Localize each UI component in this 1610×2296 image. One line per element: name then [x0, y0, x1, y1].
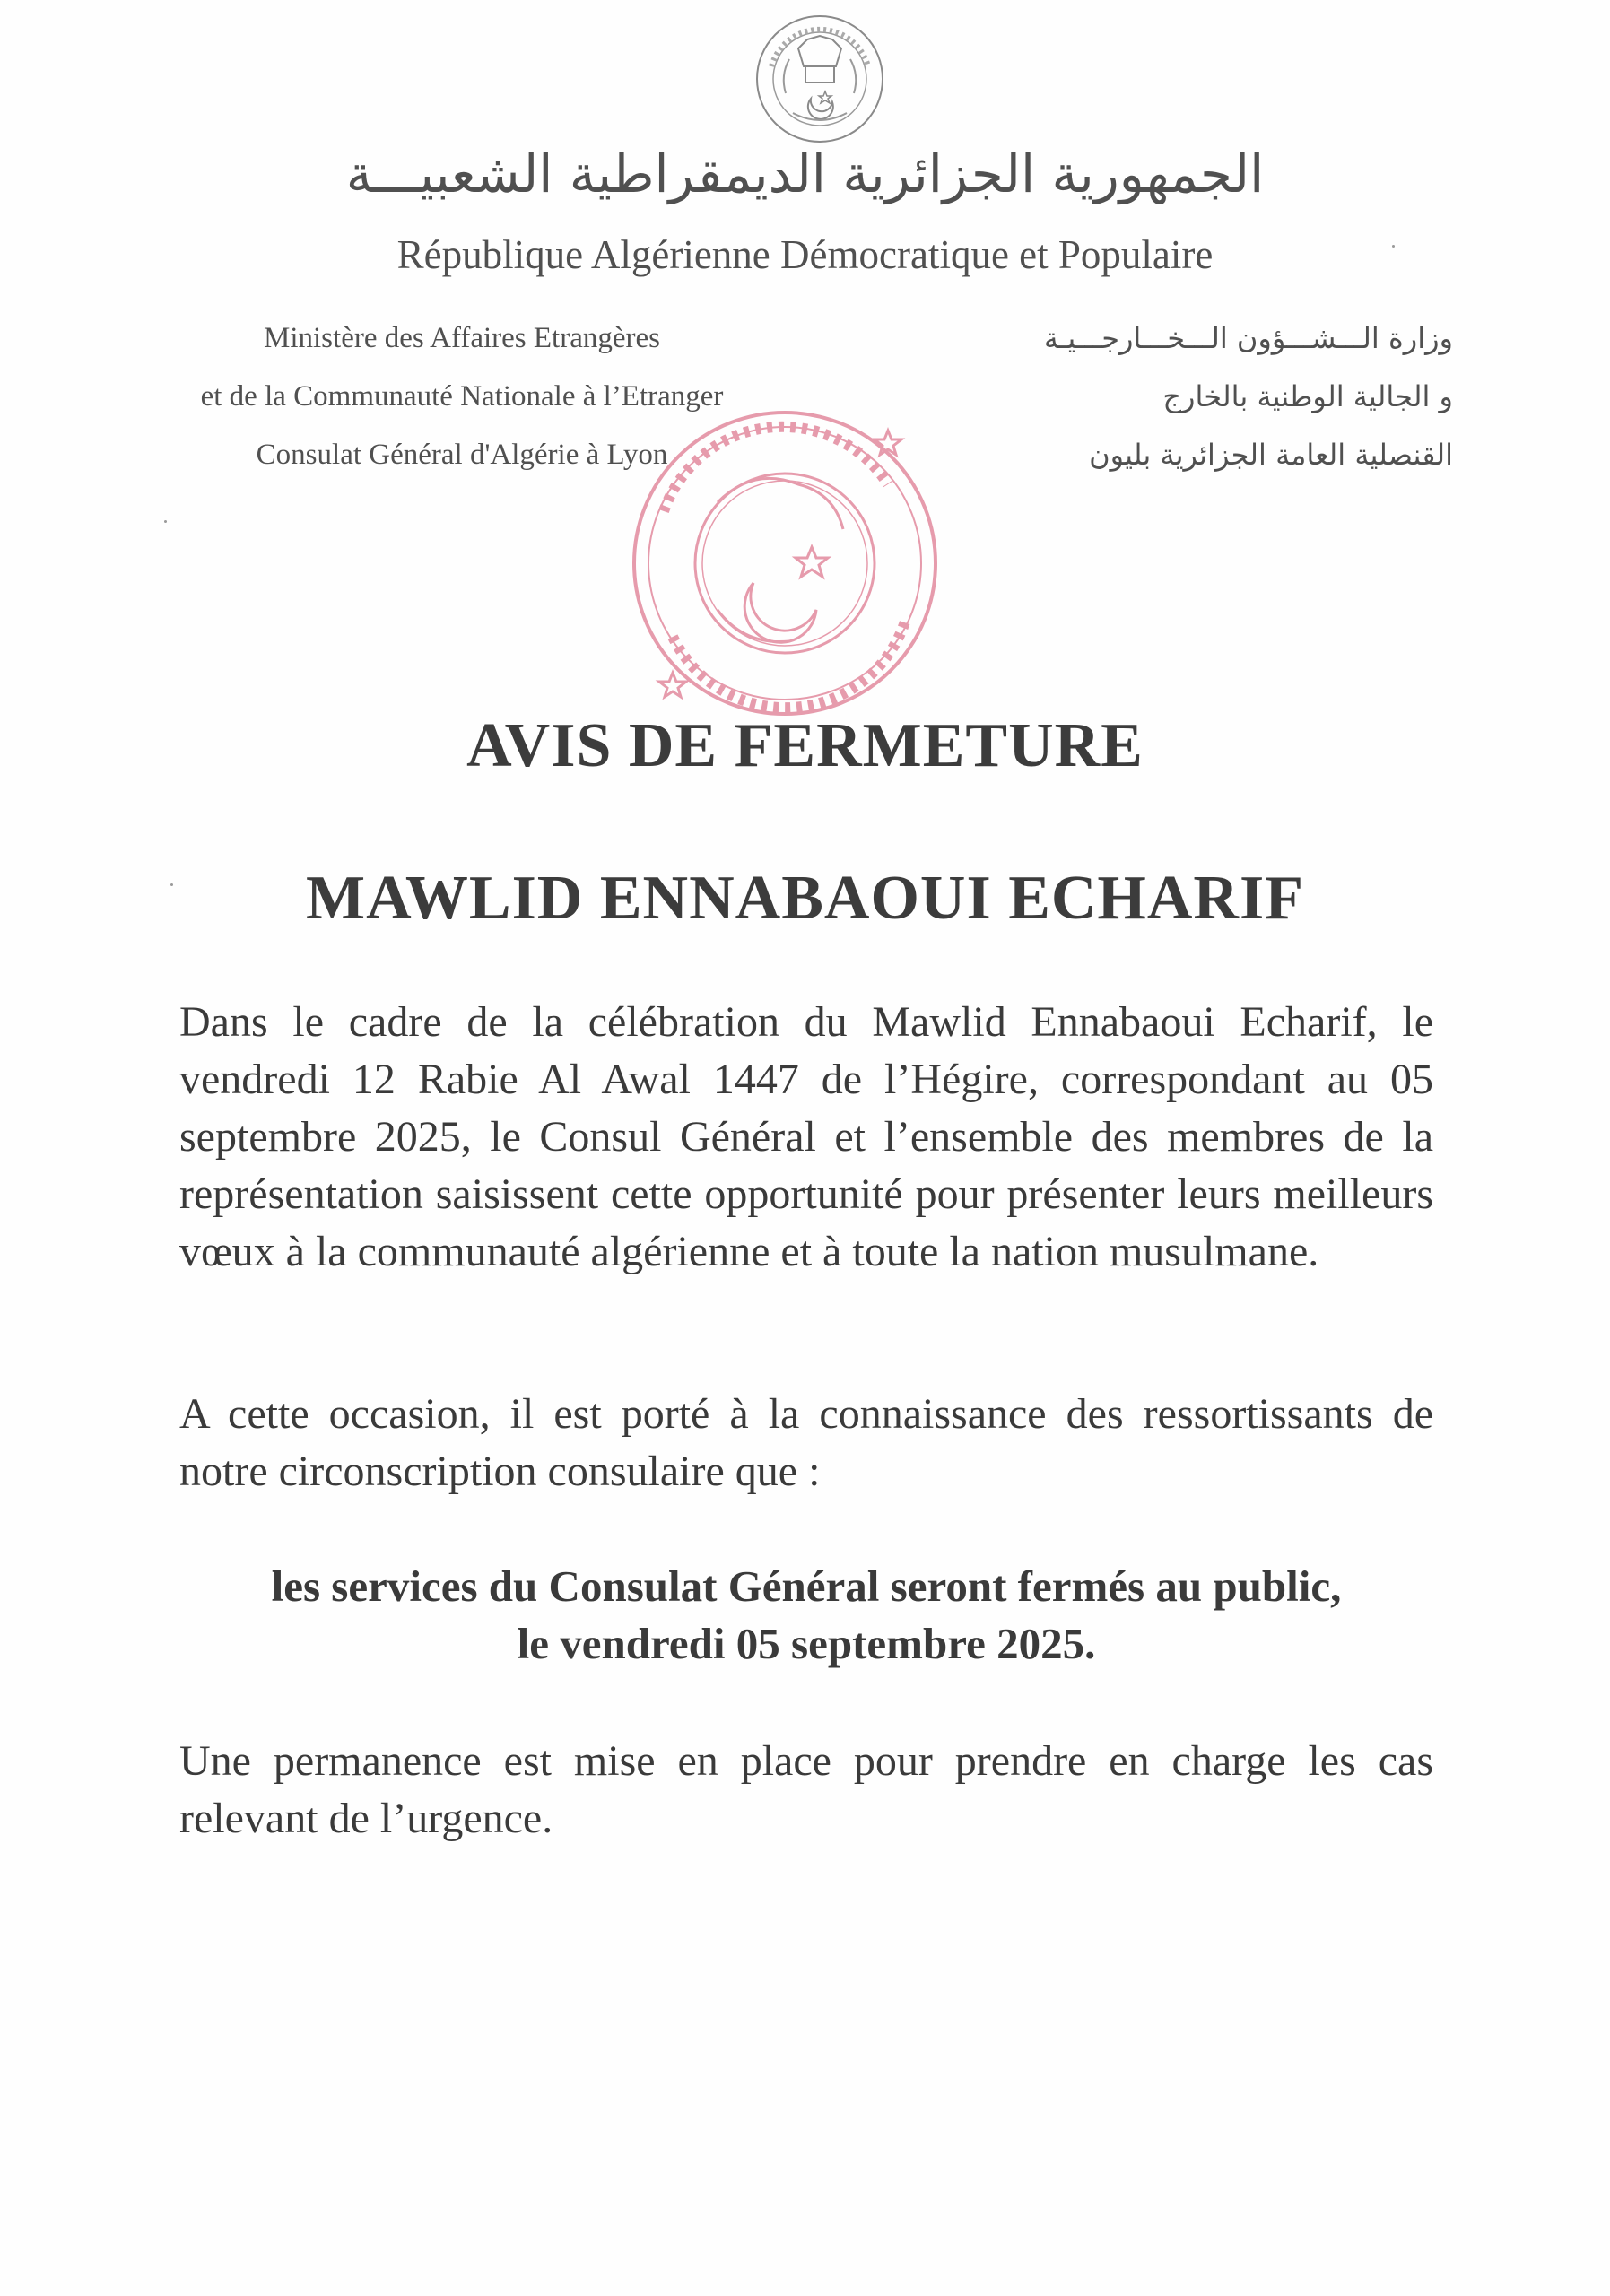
- french-republic-title: République Algérienne Démocratique et Populaire: [396, 232, 1214, 277]
- paragraph-permanence: Une permanence est mise en place pour prendre en charge les cas relevant de l’urgence.: [179, 1737, 1433, 1842]
- scan-speck: [164, 520, 167, 523]
- arabic-republic-title: الجمهورية الجزائرية الديمقراطية الشعبيـــة: [345, 144, 1265, 204]
- paragraph-notice: A cette occasion, il est porté à la connaissance des ressortissants de notre circonscription consulaire que :: [179, 1390, 1433, 1495]
- ministry-block-ar: [969, 309, 1453, 484]
- ministry-fr-line-2: et de la Communauté Nationale à l’Etranger: [200, 380, 724, 413]
- paragraph-celebration: Dans le cadre de la célébration du Mawlid Ennabaoui Echarif, le vendredi 12 Rabie Al Awal 1447 de l’Hégire, correspondant au 05 septembre 2025, le Consul Général et l’ensemble des membres de la représentation saisissent cette opportunité pour présenter leurs meilleurs vœux à la communauté algérienne et à toute la nation musulmane.: [179, 998, 1433, 1275]
- occasion-title: MAWLID ENNABAOUI ECHARIF: [306, 864, 1304, 933]
- ministry-ar-line-1: وزارة الـــشـــؤون الـــخـــارجـــيـة: [1043, 321, 1453, 355]
- scan-speck: [1392, 245, 1395, 248]
- ministry-ar-line-2: و الجالية الوطنية بالخارج: [1162, 379, 1453, 413]
- algeria-emblem-icon: [753, 13, 886, 145]
- scan-speck: [170, 883, 173, 886]
- ministry-fr-line-1: Ministère des Affaires Etrangères: [264, 322, 660, 354]
- ministry-fr-line-3: Consulat Général d'Algérie à Lyon: [256, 439, 668, 471]
- consulate-stamp-icon: [619, 404, 955, 718]
- announcement-line-1: les services du Consulat Général seront fermés au public,: [271, 1561, 1342, 1611]
- ministry-ar-line-3: القنصلية العامة الجزائرية بليون: [1089, 438, 1453, 472]
- announcement-line-2: le vendredi 05 septembre 2025.: [517, 1619, 1096, 1668]
- closure-announcement: [179, 1558, 1433, 1673]
- notice-title: AVIS DE FERMETURE: [466, 711, 1144, 780]
